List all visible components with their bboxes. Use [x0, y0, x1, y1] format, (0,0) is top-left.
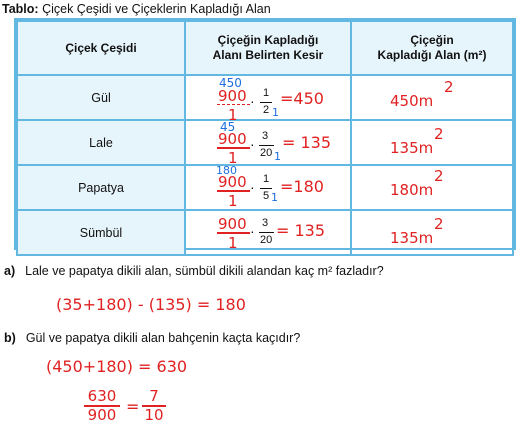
- result: = 135: [276, 221, 326, 240]
- area-value: 450m: [390, 92, 434, 110]
- frac1-denominator: 900: [87, 406, 117, 424]
- handwritten-small: 1: [272, 106, 279, 119]
- fraction-bar-small: [260, 188, 272, 189]
- result: = 135: [282, 133, 332, 152]
- row-name: Lale: [17, 120, 185, 165]
- whole-numerator: 900: [218, 173, 247, 191]
- area-cell: [351, 210, 513, 255]
- row-name: Gül: [17, 75, 185, 120]
- table-row: [17, 165, 513, 210]
- header-area: Çiçeğin Kapladığı Alan (m²): [351, 21, 513, 75]
- fraction-denominator: 2: [263, 104, 270, 116]
- fraction-bar-small: [259, 232, 274, 233]
- whole-numerator: 900: [218, 87, 247, 105]
- question-b: b) Gül ve papatya dikili alan bahçenin kaçta kaçıdır?: [4, 331, 301, 345]
- fraction-numerator: 1: [263, 173, 270, 185]
- table-title: Tablo: Çiçek Çeşidi ve Çiçeklerin Kapladığı Alan: [2, 2, 271, 16]
- table-header-row: [17, 21, 513, 75]
- fraction-numerator: 1: [263, 87, 270, 99]
- fraction-cell: [185, 75, 351, 124]
- fraction-7-10: [142, 388, 166, 424]
- handwritten-note: 450: [219, 76, 242, 90]
- fraction-bar-small: [260, 102, 272, 103]
- fraction-cell: [185, 120, 351, 165]
- handwritten-small: 1: [271, 191, 278, 204]
- whole-denominator: 1: [228, 234, 238, 252]
- whole-denominator: 1: [228, 192, 238, 210]
- fraction-bar: [217, 104, 250, 105]
- result: =450: [280, 89, 324, 108]
- area-exponent: 2: [434, 125, 444, 143]
- area-cell: [351, 75, 513, 120]
- answer-a: (35+180) - (135) = 180: [56, 295, 246, 314]
- whole-numerator: 900: [218, 130, 247, 148]
- result: =180: [280, 177, 324, 196]
- fraction-cell: [185, 165, 351, 210]
- equals-sign: =: [126, 397, 140, 416]
- fraction-denominator: 20: [260, 147, 273, 159]
- dot-operator: ·: [250, 136, 255, 152]
- fraction-numerator: 3: [262, 217, 269, 229]
- dot-operator: ·: [250, 223, 255, 239]
- whole-numerator: 900: [218, 215, 247, 233]
- fraction-cell: [185, 210, 351, 255]
- fraction-bar-small: [259, 145, 274, 146]
- frac2-numerator: 7: [149, 387, 159, 405]
- area-cell: [351, 120, 513, 165]
- area-exponent: 2: [444, 78, 454, 96]
- dot-operator: ·: [250, 93, 255, 109]
- fraction-numerator: 3: [262, 130, 269, 142]
- row-name: Papatya: [17, 165, 185, 210]
- fraction-630-900: [84, 388, 120, 424]
- area-value: 135m: [390, 139, 434, 157]
- frac1-numerator: 630: [87, 387, 117, 405]
- answer-b: (450+180) = 630: [46, 357, 188, 376]
- row-name: Sümbül: [17, 210, 185, 255]
- area-exponent: 2: [434, 167, 444, 185]
- area-value: 180m: [390, 181, 434, 199]
- question-a: a) Lale ve papatya dikili alan, sümbül dikili alandan kaç m² fazladır?: [4, 264, 384, 278]
- header-flower-type: Çiçek Çeşidi: [17, 21, 185, 75]
- flower-table: [14, 18, 516, 250]
- header-fraction: Çiçeğin Kapladığı Alanı Belirten Kesir: [185, 21, 351, 75]
- table-row: [17, 75, 513, 120]
- area-cell: [351, 165, 513, 210]
- handwritten-note: 45: [220, 120, 236, 134]
- table-row: [17, 210, 513, 255]
- dot-operator: ·: [250, 179, 255, 195]
- fraction-denominator: 5: [263, 190, 270, 202]
- area-value: 135m: [390, 229, 434, 247]
- whole-denominator: 1: [228, 106, 238, 124]
- handwritten-small: 1: [274, 150, 281, 163]
- frac2-denominator: 10: [144, 406, 164, 424]
- whole-denominator: 1: [228, 149, 238, 167]
- handwritten-note: 180: [216, 164, 237, 177]
- area-exponent: 2: [434, 215, 444, 233]
- fraction-denominator: 20: [260, 234, 273, 246]
- table-row: [17, 120, 513, 165]
